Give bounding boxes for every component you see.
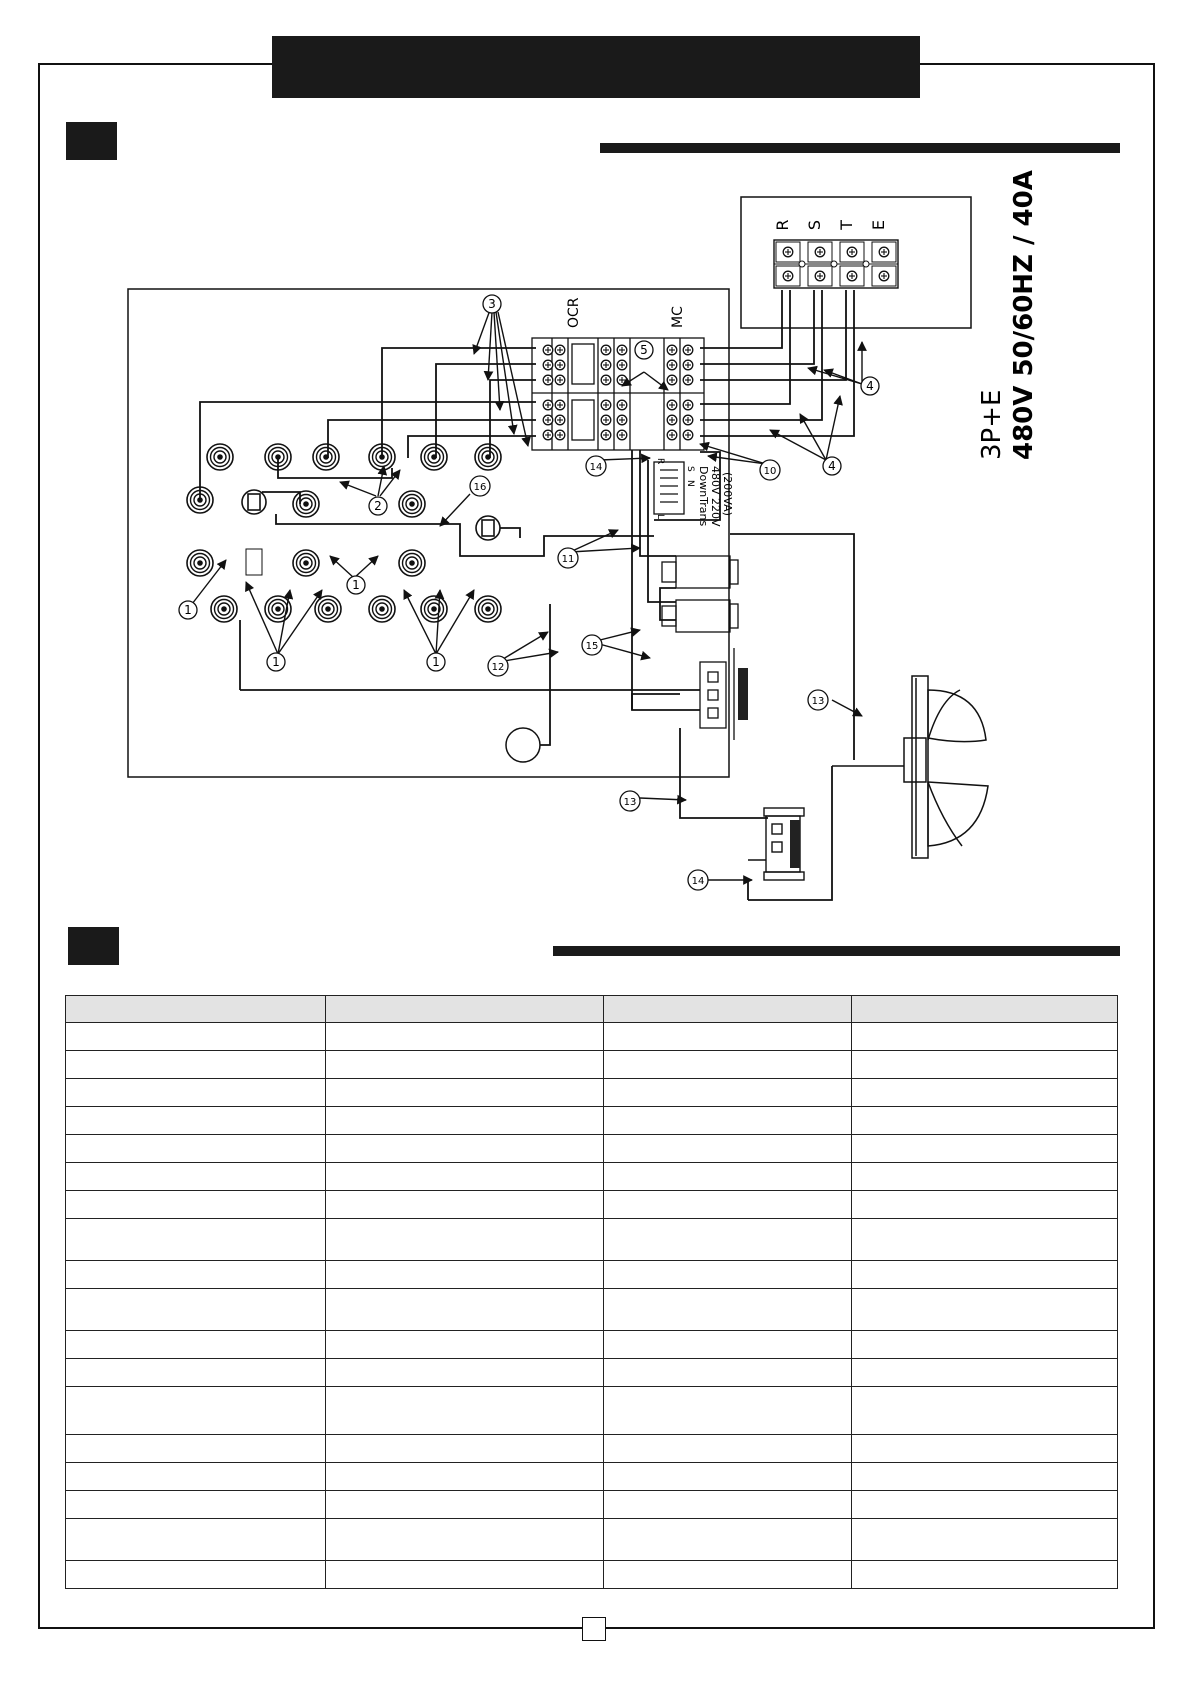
table-cell: [326, 1135, 604, 1163]
terminal-label-r: R: [773, 219, 792, 231]
callout-12: [488, 656, 508, 676]
table-cell: [604, 1331, 852, 1359]
table-cell: [852, 1491, 1118, 1519]
table-row: [66, 1359, 1118, 1387]
table-row: [66, 1163, 1118, 1191]
rating-label: 480V 50/60HZ / 40A: [1009, 170, 1039, 460]
table-cell: [326, 1107, 604, 1135]
table-cell: [326, 1331, 604, 1359]
table-row: [66, 1289, 1118, 1331]
table-cell: [326, 1359, 604, 1387]
callout-1a: [179, 601, 197, 619]
pump-motor: [506, 728, 540, 762]
table-cell: [852, 1023, 1118, 1051]
table-cell: [326, 1463, 604, 1491]
transformer-capacity: (200VA): [721, 472, 734, 516]
svg-text:4: 4: [828, 459, 836, 473]
table-cell: [66, 1435, 326, 1463]
table-cell: [326, 1163, 604, 1191]
table-cell: [852, 1561, 1118, 1589]
terminal-label-e: E: [869, 219, 888, 231]
svg-text:10: 10: [763, 466, 777, 477]
table-row: [66, 1107, 1118, 1135]
table-cell: [66, 1163, 326, 1191]
table-cell: [66, 1261, 326, 1289]
table-cell: [326, 1219, 604, 1261]
svg-text:13: 13: [623, 797, 637, 808]
svg-text:1: 1: [184, 603, 192, 617]
callout-15: [582, 635, 602, 655]
wiring: [200, 290, 854, 900]
header-cell: [604, 996, 852, 1023]
table-cell: [66, 1387, 326, 1435]
table-cell: [604, 1135, 852, 1163]
table-cell: [326, 1051, 604, 1079]
parts-table: [65, 995, 1118, 1589]
table-cell: [66, 1107, 326, 1135]
table-cell: [604, 1359, 852, 1387]
table-cell: [852, 1261, 1118, 1289]
table-cell: [852, 1387, 1118, 1435]
svg-text:3: 3: [488, 297, 496, 311]
callouts: [179, 295, 879, 890]
svg-text:12: 12: [491, 662, 505, 673]
table-row: [66, 1135, 1118, 1163]
callout-2: [369, 497, 387, 515]
table-cell: [66, 1051, 326, 1079]
callout-10: [760, 460, 780, 480]
main-terminal-block: [741, 197, 971, 328]
svg-text:14: 14: [589, 462, 603, 473]
terminal-label-t: T: [837, 220, 856, 230]
table-cell: [852, 1331, 1118, 1359]
table-cell: [326, 1387, 604, 1435]
table-row: [66, 1463, 1118, 1491]
table-cell: [604, 1491, 852, 1519]
table-cell: [326, 1023, 604, 1051]
callout-13a: [808, 690, 828, 710]
callout-16: [470, 476, 490, 496]
table-row: [66, 1023, 1118, 1051]
table-cell: [66, 1359, 326, 1387]
table-cell: [852, 1191, 1118, 1219]
table-cell: [326, 1519, 604, 1561]
header-cell: [326, 996, 604, 1023]
header-cell: [852, 996, 1118, 1023]
table-cell: [66, 1289, 326, 1331]
svg-text:13: 13: [811, 696, 825, 707]
svg-text:14: 14: [691, 876, 705, 887]
transformer-n-label: N: [685, 480, 695, 487]
callout-1b: [347, 576, 365, 594]
table-row: [66, 1261, 1118, 1289]
table-cell: [66, 1561, 326, 1589]
table-cell: [66, 1491, 326, 1519]
callout-1c: [267, 653, 285, 671]
table-cell: [66, 1219, 326, 1261]
burner-array: [187, 444, 501, 622]
svg-text:5: 5: [640, 343, 648, 357]
callout-4a: [861, 377, 879, 395]
down-transformer: [654, 462, 684, 514]
table-cell: [852, 1163, 1118, 1191]
table-cell: [66, 1023, 326, 1051]
table-cell: [852, 1051, 1118, 1079]
table-cell: [604, 1079, 852, 1107]
table-cell: [326, 1289, 604, 1331]
table-cell: [326, 1261, 604, 1289]
table-cell: [604, 1219, 852, 1261]
table-cell: [852, 1289, 1118, 1331]
callout-14a: [586, 456, 606, 476]
condenser-fan: [832, 676, 988, 858]
table-cell: [66, 1079, 326, 1107]
callout-13b: [620, 791, 640, 811]
header-cell: [66, 996, 326, 1023]
table-cell: [604, 1051, 852, 1079]
callout-11: [558, 548, 578, 568]
power-label: 3P+E: [977, 389, 1007, 460]
table-row: [66, 1219, 1118, 1261]
table-cell: [604, 1261, 852, 1289]
table-cell: [852, 1435, 1118, 1463]
table-cell: [604, 1519, 852, 1561]
control-panel-outline: [128, 289, 729, 777]
table-cell: [604, 1435, 852, 1463]
table-cell: [604, 1163, 852, 1191]
table-cell: [326, 1491, 604, 1519]
svg-text:1: 1: [272, 655, 280, 669]
fan-motor-coil: [790, 820, 800, 868]
terminal-label-s: S: [805, 219, 824, 231]
table-row: [66, 1079, 1118, 1107]
transformer-voltage: 480V 220V: [709, 466, 722, 527]
page-number-box: [582, 1617, 606, 1641]
transformer-s-label: S: [685, 466, 695, 472]
transformer-l-label: L: [655, 514, 665, 520]
table-cell: [604, 1023, 852, 1051]
table-cell: [852, 1135, 1118, 1163]
table-row: [66, 1051, 1118, 1079]
callout-4b: [823, 457, 841, 475]
callout-5: [635, 341, 653, 359]
table-cell: [66, 1331, 326, 1359]
transformer-name: DownTrans: [697, 466, 710, 527]
table-row: [66, 1191, 1118, 1219]
table-cell: [604, 1107, 852, 1135]
table-cell: [66, 1135, 326, 1163]
callout-1d: [427, 653, 445, 671]
table-header-row: [66, 996, 1118, 1023]
table-cell: [852, 1219, 1118, 1261]
callout-arrows: [192, 310, 862, 880]
mc-label: MC: [670, 306, 686, 328]
table-cell: [604, 1289, 852, 1331]
table-row: [66, 1491, 1118, 1519]
svg-text:11: 11: [561, 554, 575, 565]
table-cell: [852, 1359, 1118, 1387]
ocr-label: OCR: [566, 297, 582, 328]
table-cell: [66, 1191, 326, 1219]
svg-text:16: 16: [473, 482, 487, 493]
svg-text:15: 15: [585, 641, 599, 652]
transformer-r-label: R: [655, 458, 665, 465]
sensor-plug: [246, 549, 262, 575]
table-cell: [852, 1107, 1118, 1135]
table-cell: [326, 1561, 604, 1589]
table-row: [66, 1387, 1118, 1435]
callout-14b: [688, 870, 708, 890]
table-row: [66, 1435, 1118, 1463]
table-cell: [326, 1079, 604, 1107]
callout-3: [483, 295, 501, 313]
table-cell: [326, 1191, 604, 1219]
table-cell: [852, 1519, 1118, 1561]
svg-text:4: 4: [866, 379, 874, 393]
svg-text:1: 1: [352, 578, 360, 592]
table-cell: [852, 1079, 1118, 1107]
table-cell: [604, 1561, 852, 1589]
table-row: [66, 1519, 1118, 1561]
table-cell: [604, 1191, 852, 1219]
table-cell: [326, 1435, 604, 1463]
table-row: [66, 1331, 1118, 1359]
terminal-strip-bar: [738, 668, 748, 720]
table-cell: [852, 1463, 1118, 1491]
thermostats: [242, 490, 500, 540]
table-cell: [66, 1519, 326, 1561]
table-cell: [604, 1387, 852, 1435]
table-row: [66, 1561, 1118, 1589]
table-cell: [66, 1463, 326, 1491]
svg-text:2: 2: [374, 499, 382, 513]
svg-text:1: 1: [432, 655, 440, 669]
table-cell: [604, 1463, 852, 1491]
